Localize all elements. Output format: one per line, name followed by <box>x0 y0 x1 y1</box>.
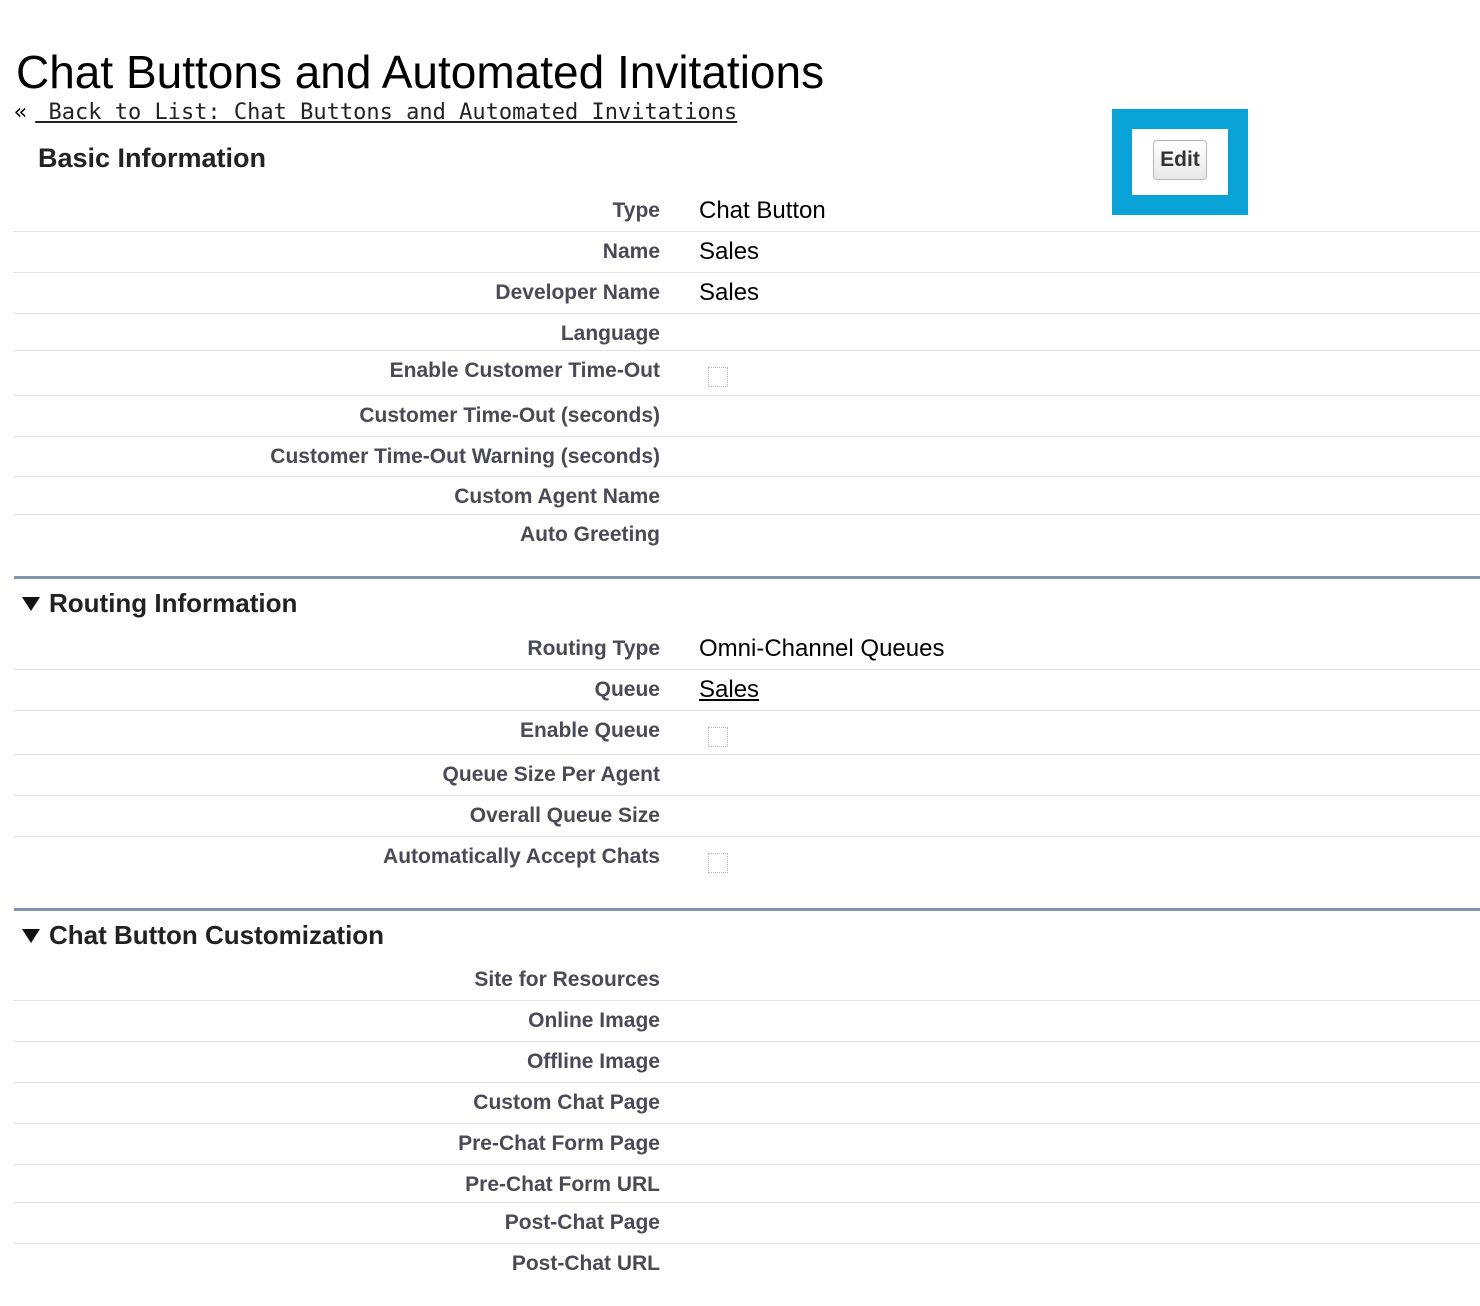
field-row-type <box>14 191 1480 232</box>
field-label: Custom Agent Name <box>454 485 660 508</box>
field-label: Queue <box>594 678 660 701</box>
field-row-custom-agent-name <box>14 477 1480 515</box>
field-label: Customer Time-Out Warning (seconds) <box>270 445 660 468</box>
routing-information-header[interactable] <box>14 576 1480 627</box>
field-value: Chat Button <box>699 197 826 224</box>
field-label: Queue Size Per Agent <box>442 763 660 786</box>
field-row-offline-image <box>14 1042 1480 1083</box>
chat-button-customization-title: Chat Button Customization <box>49 920 385 950</box>
field-label: Pre-Chat Form Page <box>458 1132 660 1155</box>
field-row-queue-size-per-agent <box>14 755 1480 796</box>
field-row-pre-chat-form-page <box>14 1124 1480 1165</box>
field-row-enable-queue <box>14 711 1480 755</box>
routing-information-section <box>14 629 1480 882</box>
page-title: Chat Buttons and Automated Invitations <box>16 45 825 98</box>
field-label: Online Image <box>528 1009 660 1032</box>
automatically-accept-chats-checkbox <box>708 853 728 873</box>
basic-information-section <box>14 191 1480 555</box>
field-value: Sales <box>699 238 760 265</box>
field-row-enable-customer-timeout <box>14 351 1480 396</box>
field-label: Customer Time-Out (seconds) <box>359 404 660 427</box>
collapse-triangle-icon[interactable] <box>22 929 40 943</box>
field-label: Post-Chat Page <box>504 1211 660 1234</box>
field-label: Custom Chat Page <box>473 1091 660 1114</box>
field-row-online-image <box>14 1001 1480 1042</box>
field-label: Post-Chat URL <box>511 1252 660 1275</box>
field-row-pre-chat-form-url <box>14 1165 1480 1203</box>
field-row-auto-greeting <box>14 515 1480 555</box>
field-label: Site for Resources <box>474 968 660 991</box>
field-row-name <box>14 232 1480 273</box>
field-row-queue <box>14 670 1480 711</box>
field-label: Auto Greeting <box>520 523 660 546</box>
chat-button-customization-header[interactable] <box>14 908 1480 959</box>
field-row-routing-type <box>14 629 1480 670</box>
field-row-post-chat-url <box>14 1244 1480 1285</box>
field-row-site-for-resources <box>14 960 1480 1001</box>
field-label: Enable Queue <box>519 719 660 742</box>
field-row-language <box>14 314 1480 351</box>
basic-information-title: Basic Information <box>38 143 267 173</box>
field-value: Omni-Channel Queues <box>699 635 945 662</box>
field-row-overall-queue-size <box>14 796 1480 837</box>
chat-button-customization-section <box>14 960 1480 1285</box>
field-label: Developer Name <box>495 281 660 304</box>
field-row-customer-timeout <box>14 396 1480 437</box>
field-label: Routing Type <box>527 637 660 660</box>
field-label: Enable Customer Time-Out <box>389 359 660 382</box>
field-row-post-chat-page <box>14 1203 1480 1244</box>
field-row-developer-name <box>14 273 1480 314</box>
collapse-triangle-icon[interactable] <box>22 597 40 611</box>
routing-information-title: Routing Information <box>49 588 298 618</box>
field-label: Type <box>612 199 660 222</box>
field-label: Offline Image <box>526 1050 660 1073</box>
field-row-custom-chat-page <box>14 1083 1480 1124</box>
field-row-customer-timeout-warning <box>14 437 1480 477</box>
field-row-automatically-accept-chats <box>14 837 1480 882</box>
enable-customer-timeout-checkbox <box>708 367 728 387</box>
field-label: Pre-Chat Form URL <box>465 1173 660 1196</box>
back-to-list-link[interactable]: Back to List: Chat Buttons and Automated Invitations <box>35 100 738 125</box>
field-label: Overall Queue Size <box>469 804 660 827</box>
enable-queue-checkbox <box>708 727 728 747</box>
field-label: Language <box>560 322 660 345</box>
edit-button[interactable]: Edit <box>1153 140 1207 180</box>
field-label: Automatically Accept Chats <box>383 845 660 868</box>
field-label: Name <box>602 240 660 263</box>
back-arrows-icon: « <box>14 100 28 125</box>
field-value: Sales <box>699 279 760 306</box>
breadcrumb <box>14 100 737 125</box>
queue-link[interactable]: Sales <box>699 676 760 703</box>
